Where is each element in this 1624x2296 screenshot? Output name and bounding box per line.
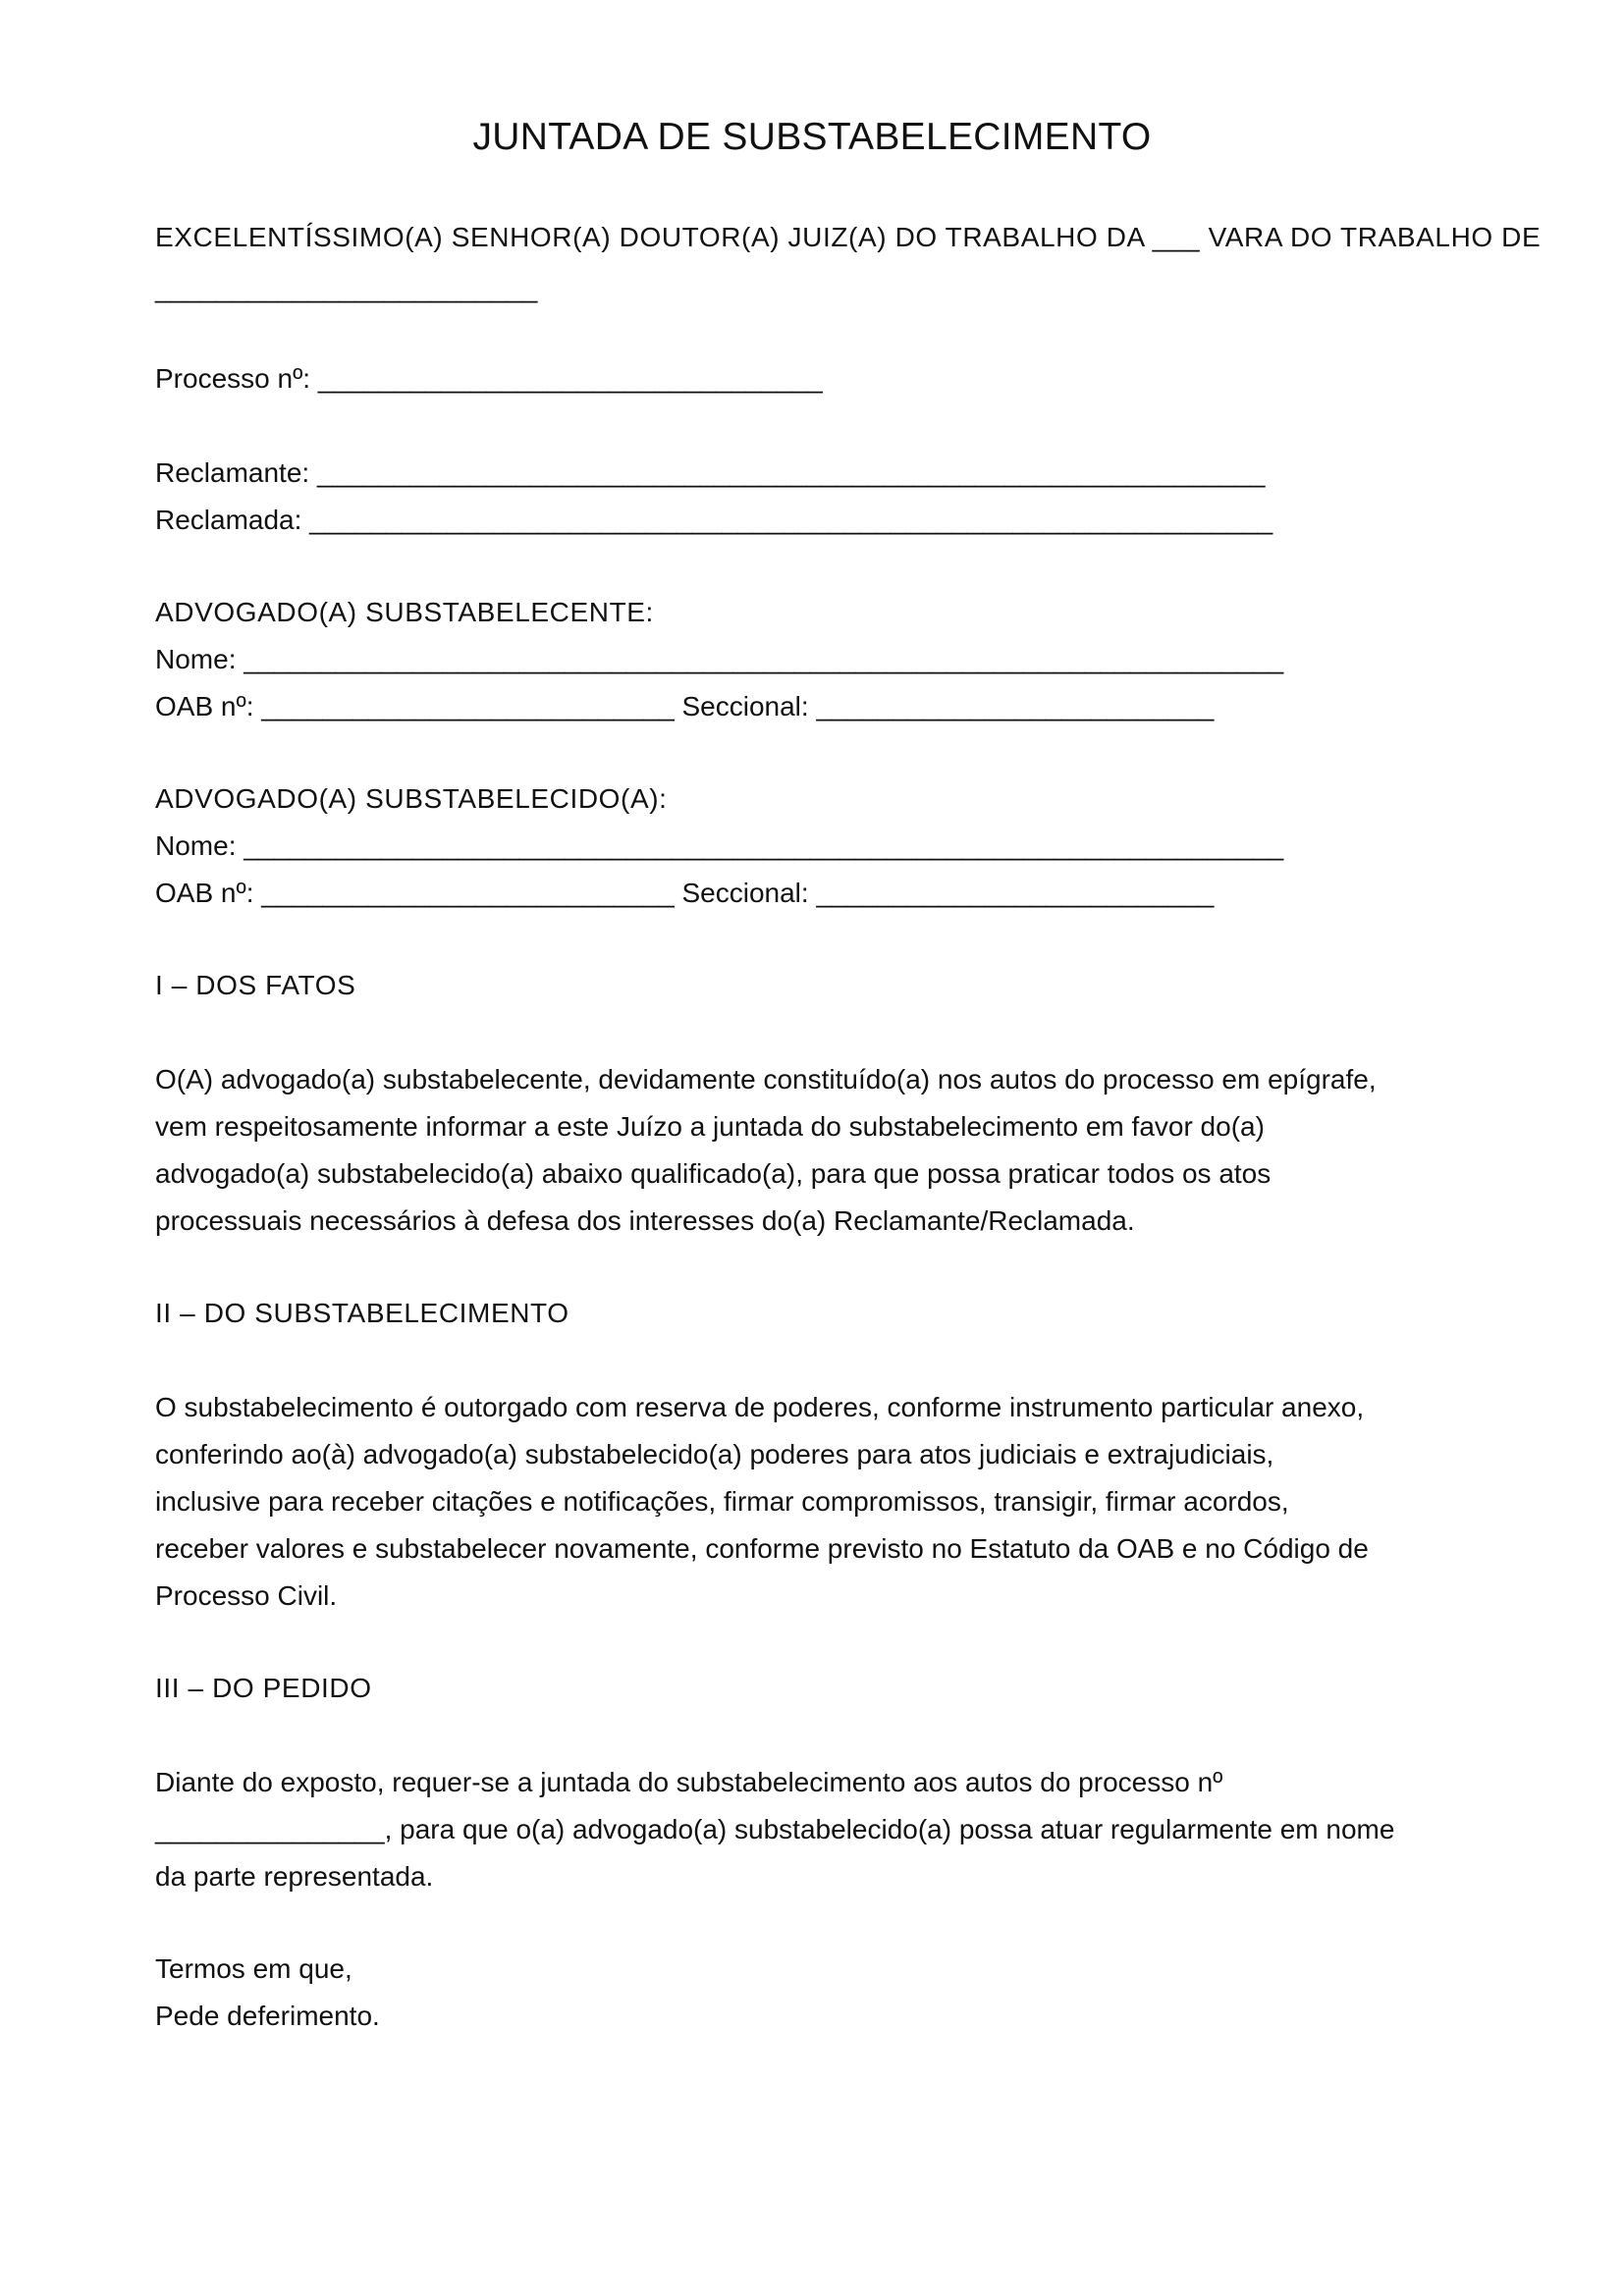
section-pedido-line: da parte representada. xyxy=(155,1861,434,1892)
section-substabelecimento-line: inclusive para receber citações e notificações, firmar compromissos, transigir, firmar acordos, xyxy=(155,1486,1289,1517)
section-substabelecimento-line: receber valores e substabelecer novamente, conforme previsto no Estatuto da OAB e no Código de xyxy=(155,1533,1369,1564)
section-substabelecimento-line: O substabelecimento é outorgado com reserva de poderes, conforme instrumento particular anexo, xyxy=(155,1392,1365,1422)
substabelecente-heading: ADVOGADO(A) SUBSTABELECENTE: xyxy=(155,597,654,627)
section-substabelecimento-line: Processo Civil. xyxy=(155,1580,338,1611)
substabelecido-nome-field: Nome: ____________________________________________________________________ xyxy=(155,830,1284,861)
section-pedido-heading: III – DO PEDIDO xyxy=(155,1673,372,1703)
section-fatos-line: O(A) advogado(a) substabelecente, devidamente constituído(a) nos autos do processo em epígrafe, xyxy=(155,1064,1377,1095)
section-fatos-line: vem respeitosamente informar a este Juízo a juntada do substabelecimento em favor do(a) xyxy=(155,1111,1265,1142)
process-number-field: Processo nº: _________________________________ xyxy=(155,363,823,394)
section-pedido-line: Diante do exposto, requer-se a juntada do substabelecimento aos autos do processo nº xyxy=(155,1767,1223,1797)
closing-line: Pede deferimento. xyxy=(155,2001,380,2031)
substabelecente-oab-field: OAB nº: ___________________________ Seccional: __________________________ xyxy=(155,691,1215,721)
section-fatos-line: processuais necessários à defesa dos interesses do(a) Reclamante/Reclamada. xyxy=(155,1205,1135,1236)
addressee-line-2: _________________________ xyxy=(155,273,538,303)
reclamante-field: Reclamante: ______________________________________________________________ xyxy=(155,457,1266,488)
closing-line: Termos em que, xyxy=(155,1953,352,1984)
section-fatos-line: advogado(a) substabelecido(a) abaixo qualificado(a), para que possa praticar todos os atos xyxy=(155,1158,1272,1189)
reclamada-field: Reclamada: _______________________________________________________________ xyxy=(155,505,1273,535)
section-substabelecimento-heading: II – DO SUBSTABELECIMENTO xyxy=(155,1298,569,1328)
substabelecido-heading: ADVOGADO(A) SUBSTABELECIDO(A): xyxy=(155,783,668,814)
section-substabelecimento-line: conferindo ao(à) advogado(a) substabelecido(a) poderes para atos judiciais e extrajudiciais, xyxy=(155,1439,1274,1469)
section-pedido-line: _______________, para que o(a) advogado(a) substabelecido(a) possa atuar regularmente em nome xyxy=(155,1814,1395,1844)
substabelecido-oab-field: OAB nº: ___________________________ Seccional: __________________________ xyxy=(155,878,1215,908)
substabelecente-nome-field: Nome: ____________________________________________________________________ xyxy=(155,644,1284,674)
section-fatos-heading: I – DOS FATOS xyxy=(155,970,356,1000)
document-title: JUNTADA DE SUBSTABELECIMENTO xyxy=(472,116,1152,158)
addressee-line-1: EXCELENTÍSSIMO(A) SENHOR(A) DOUTOR(A) JUIZ(A) DO TRABALHO DA ___ VARA DO TRABALHO DE xyxy=(155,222,1542,252)
